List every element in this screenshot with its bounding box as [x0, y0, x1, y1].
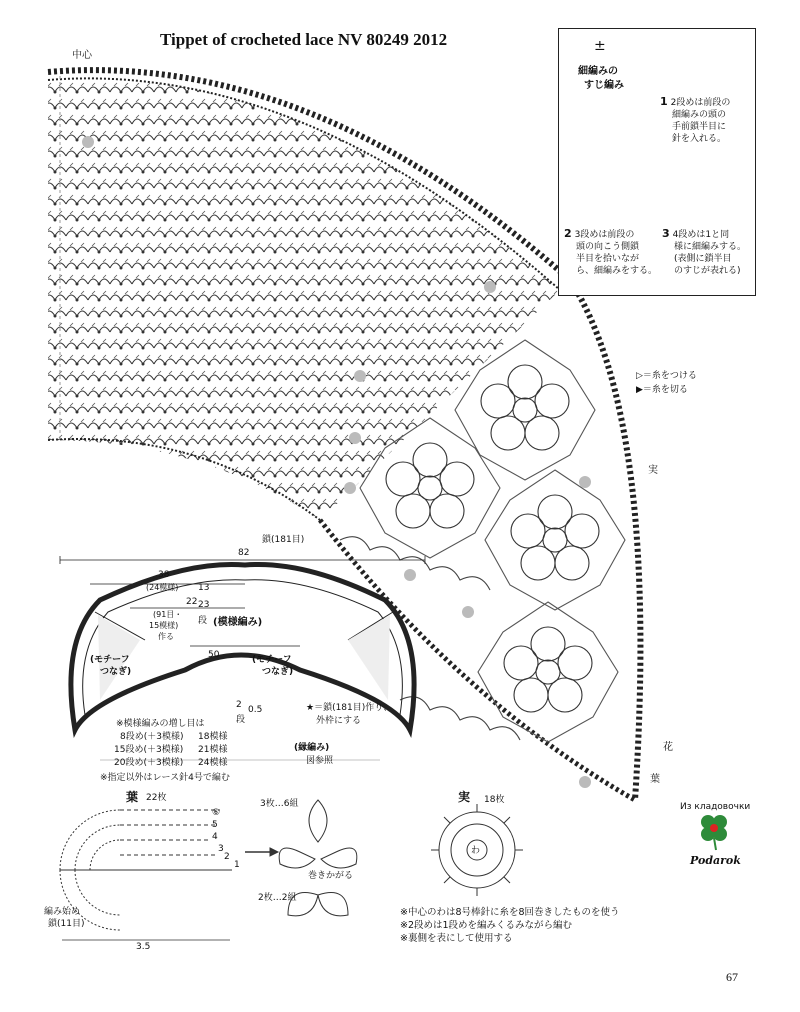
step-text: 様に細編みする。 [674, 242, 747, 252]
step-number: 2 [564, 227, 572, 240]
step-text: のすじが表れる) [674, 266, 741, 276]
increase-total-2: 21模様 [198, 745, 228, 755]
edge-label: (縁編み) [294, 743, 330, 753]
page-number: 67 [726, 970, 738, 984]
step-number: 3 [662, 227, 670, 240]
step-text: 針を入れる。 [672, 134, 727, 144]
step-text: 半目を拾いなが [576, 254, 640, 264]
mesh-pattern-area [48, 76, 560, 520]
watermark-line-1: Из кладовочки [680, 802, 751, 812]
leaf-start-2: 鎖(11目) [48, 919, 85, 929]
motif-label-right-2: つなぎ) [262, 667, 294, 677]
pattern-label: (模様編み) [213, 617, 263, 628]
dim-22: 22 [186, 597, 198, 607]
stitch-name-2: すじ編み [584, 80, 624, 91]
step-text: 手前鎖半目に [672, 122, 727, 132]
chain-count-label: 鎖(181目) [262, 535, 305, 545]
increase-total-1: 18模様 [198, 732, 228, 742]
step-text: 頭の向こう側鎖 [576, 242, 640, 252]
increase-row-1: 8段め(＋3模様) [120, 732, 184, 742]
motif-label-left-1: (モチーフ [90, 655, 130, 665]
fruit-count: 18枚 [484, 795, 505, 805]
step-text: 2段めは前段の [670, 98, 731, 108]
leaf-start-1: 編み始め [44, 907, 81, 917]
increase-title: ※模様編みの増し目は [116, 719, 205, 729]
step-number: 1 [660, 95, 668, 108]
dim-23: 23 [198, 600, 210, 610]
leaf-row-1: 1 [234, 860, 240, 870]
dim-13: 13 [198, 583, 210, 593]
fruit-notes [400, 906, 620, 945]
star-note-1: ★＝鎖(181目)作り、 [306, 703, 393, 713]
edge-ref: 図参照 [306, 756, 334, 766]
stitch-symbol: ± [594, 38, 606, 54]
leaf-count: 22枚 [146, 793, 167, 803]
attach-marker-legend: ▷＝糸をつける [636, 371, 697, 381]
legend-step-1 [660, 96, 730, 145]
dim-2-unit: 段 [236, 715, 246, 725]
stitch-name-1: 細編みの [578, 66, 618, 77]
dim-38: 38 [158, 570, 170, 580]
increase-row-3: 20段め(＋3模様) [114, 758, 184, 768]
dim-22-note3: 作る [158, 632, 174, 641]
dim-82: 82 [238, 548, 250, 558]
leaf-row-6: ⑥ [212, 808, 221, 818]
flower-label: 花 [663, 742, 673, 753]
dim-0-5: 0.5 [248, 705, 263, 715]
leaf-label: 葉 [650, 774, 660, 785]
fruit-note-1: ※中心のわは8号棒針に糸を8回巻きしたものを使う [400, 907, 620, 918]
fruit-title: 実 [458, 790, 471, 804]
dim-50: 50 [208, 650, 220, 660]
dim-22-note1: (91目・ [153, 610, 183, 619]
dim-2: 2 [236, 700, 242, 710]
motif-label-left-2: つなぎ) [100, 667, 132, 677]
step-text: 3段めは前段の [574, 230, 635, 240]
dim-23-unit: 段 [198, 616, 208, 626]
needle-note: ※指定以外はレース針4号で編む [100, 773, 230, 783]
star-note-2: 外枠にする [316, 716, 362, 726]
fruit-note-3: ※裏側を表にして使用する [400, 933, 513, 944]
legend-step-3 [662, 228, 746, 277]
step-text: (表側に鎖半目 [674, 254, 732, 264]
step-text: 4段めは1と同 [672, 230, 730, 240]
leaf-curl-note: 巻きかがる [308, 871, 354, 881]
step-text: 細編みの頭の [672, 110, 727, 120]
leaf-row-5: 5 [212, 820, 218, 830]
motif-label-right-1: (モチーフ [252, 655, 292, 665]
increase-row-2: 15段め(＋3模様) [114, 745, 184, 755]
cut-marker-legend: ▶＝糸を切る [636, 385, 688, 395]
leaf-width: 3.5 [136, 942, 151, 952]
watermark-line-2: Podarok [690, 854, 741, 867]
fruit-label: 実 [648, 465, 658, 476]
leaf-row-2: 2 [224, 852, 230, 862]
step-text: ら、細編みをする。 [576, 266, 658, 276]
fruit-center-mark: わ [471, 846, 481, 856]
leaf-row-4: 4 [212, 832, 218, 842]
page-title: Tippet of crocheted lace NV 80249 2012 [160, 30, 448, 49]
leaf-set-2: 2枚…2組 [258, 893, 297, 903]
dim-38-note: (24模様) [146, 583, 179, 592]
dim-22-note2: 15模様) [149, 621, 179, 630]
fruit-note-2: ※2段めは1段めを編みくるみながら編む [400, 920, 573, 931]
legend-step-2 [564, 228, 657, 277]
leaf-set-3: 3枚…6組 [260, 799, 299, 809]
watermark-clover [701, 815, 727, 850]
leaf-row-3: 3 [218, 844, 224, 854]
increase-total-3: 24模様 [198, 758, 228, 768]
leaf-title: 葉 [126, 790, 139, 804]
center-label: 中心 [72, 50, 92, 61]
